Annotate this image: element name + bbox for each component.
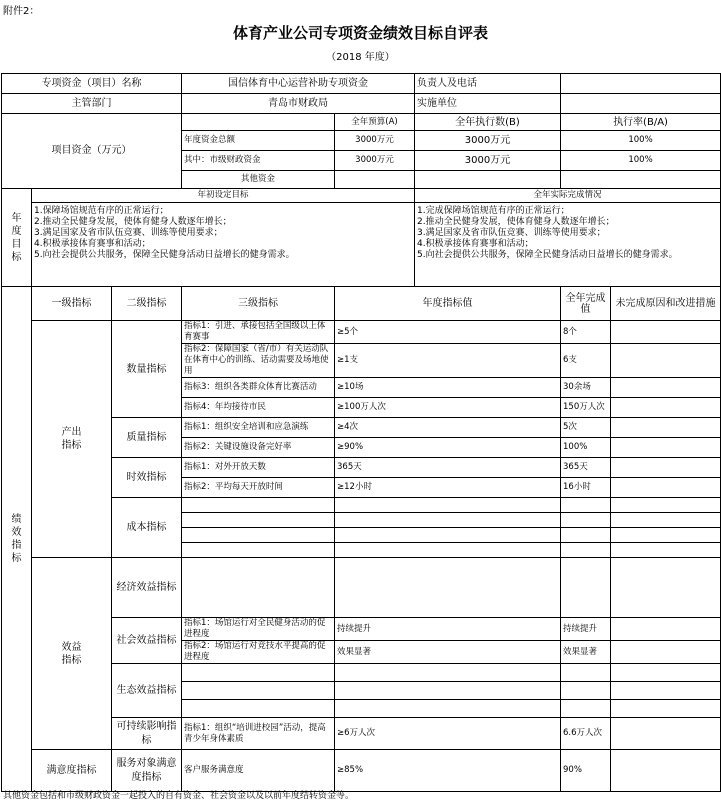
indicator-reason <box>611 418 721 438</box>
indicator-reason <box>611 543 721 558</box>
indicator-target <box>335 700 561 718</box>
indicator-target <box>335 558 561 618</box>
goal-item: 4.积极承接体育赛事和活动； <box>417 239 534 249</box>
indicator-name <box>182 664 335 682</box>
goal-item: 4.积极承接体育赛事和活动； <box>34 239 151 249</box>
funds-budget: 3000万元 <box>335 131 415 151</box>
indicator-actual <box>561 682 611 700</box>
indicator-reason <box>611 700 721 718</box>
planned-goals-text <box>32 203 415 287</box>
col-target-header: 年度指标值 <box>335 287 561 321</box>
indicator-actual: 持续提升 <box>561 618 611 641</box>
indicator-target <box>335 543 561 558</box>
indicator-target <box>335 498 561 513</box>
col-l1-header: 一级指标 <box>32 287 112 321</box>
indicator-name: 指标1：组织“培训进校园”活动，提高青少年身体素质 <box>182 718 335 750</box>
effect-indicator-label: 效益指标 <box>32 558 112 750</box>
project-name-value: 国信体育中心运营补助专项资金 <box>182 74 415 94</box>
indicator-reason <box>611 664 721 682</box>
col-l2-header: 二级指标 <box>112 287 182 321</box>
goal-item: 2.推动全民健身发展，使体育健身人数逐年增长； <box>34 217 232 227</box>
col-actual-header: 全年完成值 <box>561 287 611 321</box>
funds-corner <box>182 114 335 131</box>
exec-header: 全年执行数(B) <box>415 114 561 131</box>
indicator-actual: 150万人次 <box>561 398 611 418</box>
planned-goals-header: 年初设定目标 <box>32 189 415 203</box>
time-indicator-label: 时效指标 <box>112 458 182 498</box>
indicator-target: 365天 <box>335 458 561 478</box>
indicator-actual: 效果显著 <box>561 641 611 664</box>
rate-header: 执行率(B/A) <box>561 114 721 131</box>
satisfaction-indicator-label: 满意度指标 <box>32 750 112 792</box>
indicator-reason <box>611 438 721 458</box>
indicator-reason <box>611 498 721 513</box>
indicator-target: 效果显著 <box>335 641 561 664</box>
goal-item: 1.保障场馆规范有序的正常运行； <box>34 206 169 216</box>
indicator-reason <box>611 528 721 543</box>
goal-item: 3.满足国家及省市队伍竞赛、训练等使用要求； <box>34 228 223 238</box>
quantity-indicator-label: 数量指标 <box>112 321 182 418</box>
indicator-reason <box>611 321 721 344</box>
dept-label: 主管部门 <box>2 94 182 114</box>
indicator-actual <box>561 543 611 558</box>
funds-row-label: 其中：市级财政资金 <box>182 151 335 171</box>
actual-goals-header: 全年实际完成情况 <box>415 189 721 203</box>
indicator-actual: 30余场 <box>561 378 611 398</box>
indicator-reason <box>611 558 721 618</box>
indicator-name <box>182 700 335 718</box>
indicator-actual <box>561 700 611 718</box>
indicator-name: 指标1：场馆运行对全民健身活动的促进程度 <box>182 618 335 641</box>
eco-indicator-label: 生态效益指标 <box>112 664 182 718</box>
contact-label: 负责人及电话 <box>415 74 561 94</box>
indicator-actual <box>561 528 611 543</box>
contact-value <box>561 74 721 94</box>
indicator-name: 指标3：组织各类群众体育比赛活动 <box>182 378 335 398</box>
page-title: 体育产业公司专项资金绩效目标自评表 <box>232 24 488 42</box>
cost-indicator-label: 成本指标 <box>112 498 182 558</box>
goal-item: 3.满足国家及省市队伍竞赛、训练等使用要求； <box>417 228 606 238</box>
indicator-actual: 365天 <box>561 458 611 478</box>
indicator-actual: 16小时 <box>561 478 611 498</box>
indicator-target: ≥100万人次 <box>335 398 561 418</box>
indicator-actual: 90% <box>561 750 611 792</box>
indicator-reason <box>611 641 721 664</box>
actual-goals-text <box>415 203 721 287</box>
indicator-name <box>182 543 335 558</box>
indicator-reason <box>611 618 721 641</box>
indicator-target <box>335 513 561 528</box>
goals-side-label: 年度目标 <box>2 189 32 287</box>
indicator-target: ≥5个 <box>335 321 561 344</box>
indicator-name: 指标2：场馆运行对竞技水平提高的促进程度 <box>182 641 335 664</box>
indicator-name: 指标1：引进、承接包括全国级以上体育赛事 <box>182 321 335 344</box>
indicator-name: 指标4：年均接待市民 <box>182 398 335 418</box>
indicator-target <box>335 528 561 543</box>
funds-rate: 100% <box>561 151 721 171</box>
indicator-target <box>335 664 561 682</box>
output-indicator-label: 产出指标 <box>32 321 112 558</box>
funds-budget: 3000万元 <box>335 151 415 171</box>
funds-exec: 3000万元 <box>415 131 561 151</box>
indicator-name: 指标2：关键设施设备完好率 <box>182 438 335 458</box>
impl-value <box>561 94 721 114</box>
indicator-actual: 100% <box>561 438 611 458</box>
footnote: 其他资金包括和市级财政资金一起投入的自有资金、社会资金以及以前年度结转资金等。 <box>3 791 355 801</box>
indicator-actual: 6.6万人次 <box>561 718 611 750</box>
indicator-reason <box>611 398 721 418</box>
indicator-reason <box>611 750 721 792</box>
indicator-actual: 5次 <box>561 418 611 438</box>
impl-label: 实施单位 <box>415 94 561 114</box>
self-evaluation-table <box>1 73 721 792</box>
indicator-reason <box>611 378 721 398</box>
funds-exec: 3000万元 <box>415 151 561 171</box>
indicator-name <box>182 528 335 543</box>
indicator-name: 客户服务满意度 <box>182 750 335 792</box>
indicator-target: ≥1支 <box>335 344 561 378</box>
indicator-target: ≥90% <box>335 438 561 458</box>
funds-row-label: 其他资金 <box>182 171 335 189</box>
service-indicator-label: 服务对象满意度指标 <box>112 750 182 792</box>
goal-item: 2.推动全民健身发展，使体育健身人数逐年增长； <box>417 217 615 227</box>
col-l3-header: 三级指标 <box>182 287 335 321</box>
indicator-actual <box>561 558 611 618</box>
indicator-reason <box>611 718 721 750</box>
indicator-reason <box>611 458 721 478</box>
attachment-label: 附件2： <box>3 6 40 17</box>
project-name-label: 专项资金（项目）名称 <box>2 74 182 94</box>
indicator-target: 持续提升 <box>335 618 561 641</box>
sustain-indicator-label: 可持续影响指标 <box>112 718 182 750</box>
indicator-name <box>182 682 335 700</box>
indicator-name <box>182 558 335 618</box>
perf-side-label: 绩效指标 <box>2 287 32 792</box>
indicator-target: ≥6万人次 <box>335 718 561 750</box>
indicator-name <box>182 498 335 513</box>
indicator-actual <box>561 513 611 528</box>
goal-item: 1.完成保障场馆规范有序的正常运行； <box>417 206 570 216</box>
indicator-actual: 8个 <box>561 321 611 344</box>
funds-row-label: 年度资金总额 <box>182 131 335 151</box>
funds-budget <box>335 171 415 189</box>
indicator-reason <box>611 682 721 700</box>
dept-value: 青岛市财政局 <box>182 94 415 114</box>
funds-rate: 100% <box>561 131 721 151</box>
funds-label: 项目资金（万元） <box>2 114 182 189</box>
budget-header: 全年预算(A) <box>335 114 415 131</box>
indicator-name: 指标1：对外开放天数 <box>182 458 335 478</box>
indicator-name: 指标2：保障国家（省/市）有关运动队在体育中心的训练、话动需要及场地使用 <box>182 344 335 378</box>
funds-exec <box>415 171 561 189</box>
indicator-target: ≥12小时 <box>335 478 561 498</box>
indicator-target <box>335 682 561 700</box>
indicator-actual <box>561 498 611 513</box>
indicator-name <box>182 513 335 528</box>
year-label: （2018 年度） <box>326 52 395 63</box>
goal-item: 5.向社会提供公共服务，保障全民健身活动日益增长的健身需求。 <box>34 250 295 260</box>
quality-indicator-label: 质量指标 <box>112 418 182 458</box>
economic-indicator-label: 经济效益指标 <box>112 558 182 618</box>
indicator-actual: 6支 <box>561 344 611 378</box>
indicator-reason <box>611 478 721 498</box>
social-indicator-label: 社会效益指标 <box>112 618 182 664</box>
goal-item: 5.向社会提供公共服务，保障全民健身活动日益增长的健身需求。 <box>417 250 678 260</box>
indicator-reason <box>611 344 721 378</box>
indicator-name: 指标1：组织安全培训和应急演练 <box>182 418 335 438</box>
indicator-name: 指标2：平均每天开放时间 <box>182 478 335 498</box>
indicator-actual <box>561 664 611 682</box>
col-reason-header: 未完成原因和改进措施 <box>611 287 721 321</box>
indicator-target: ≥10场 <box>335 378 561 398</box>
funds-rate <box>561 171 721 189</box>
indicator-target: ≥85% <box>335 750 561 792</box>
indicator-reason <box>611 513 721 528</box>
indicator-target: ≥4次 <box>335 418 561 438</box>
